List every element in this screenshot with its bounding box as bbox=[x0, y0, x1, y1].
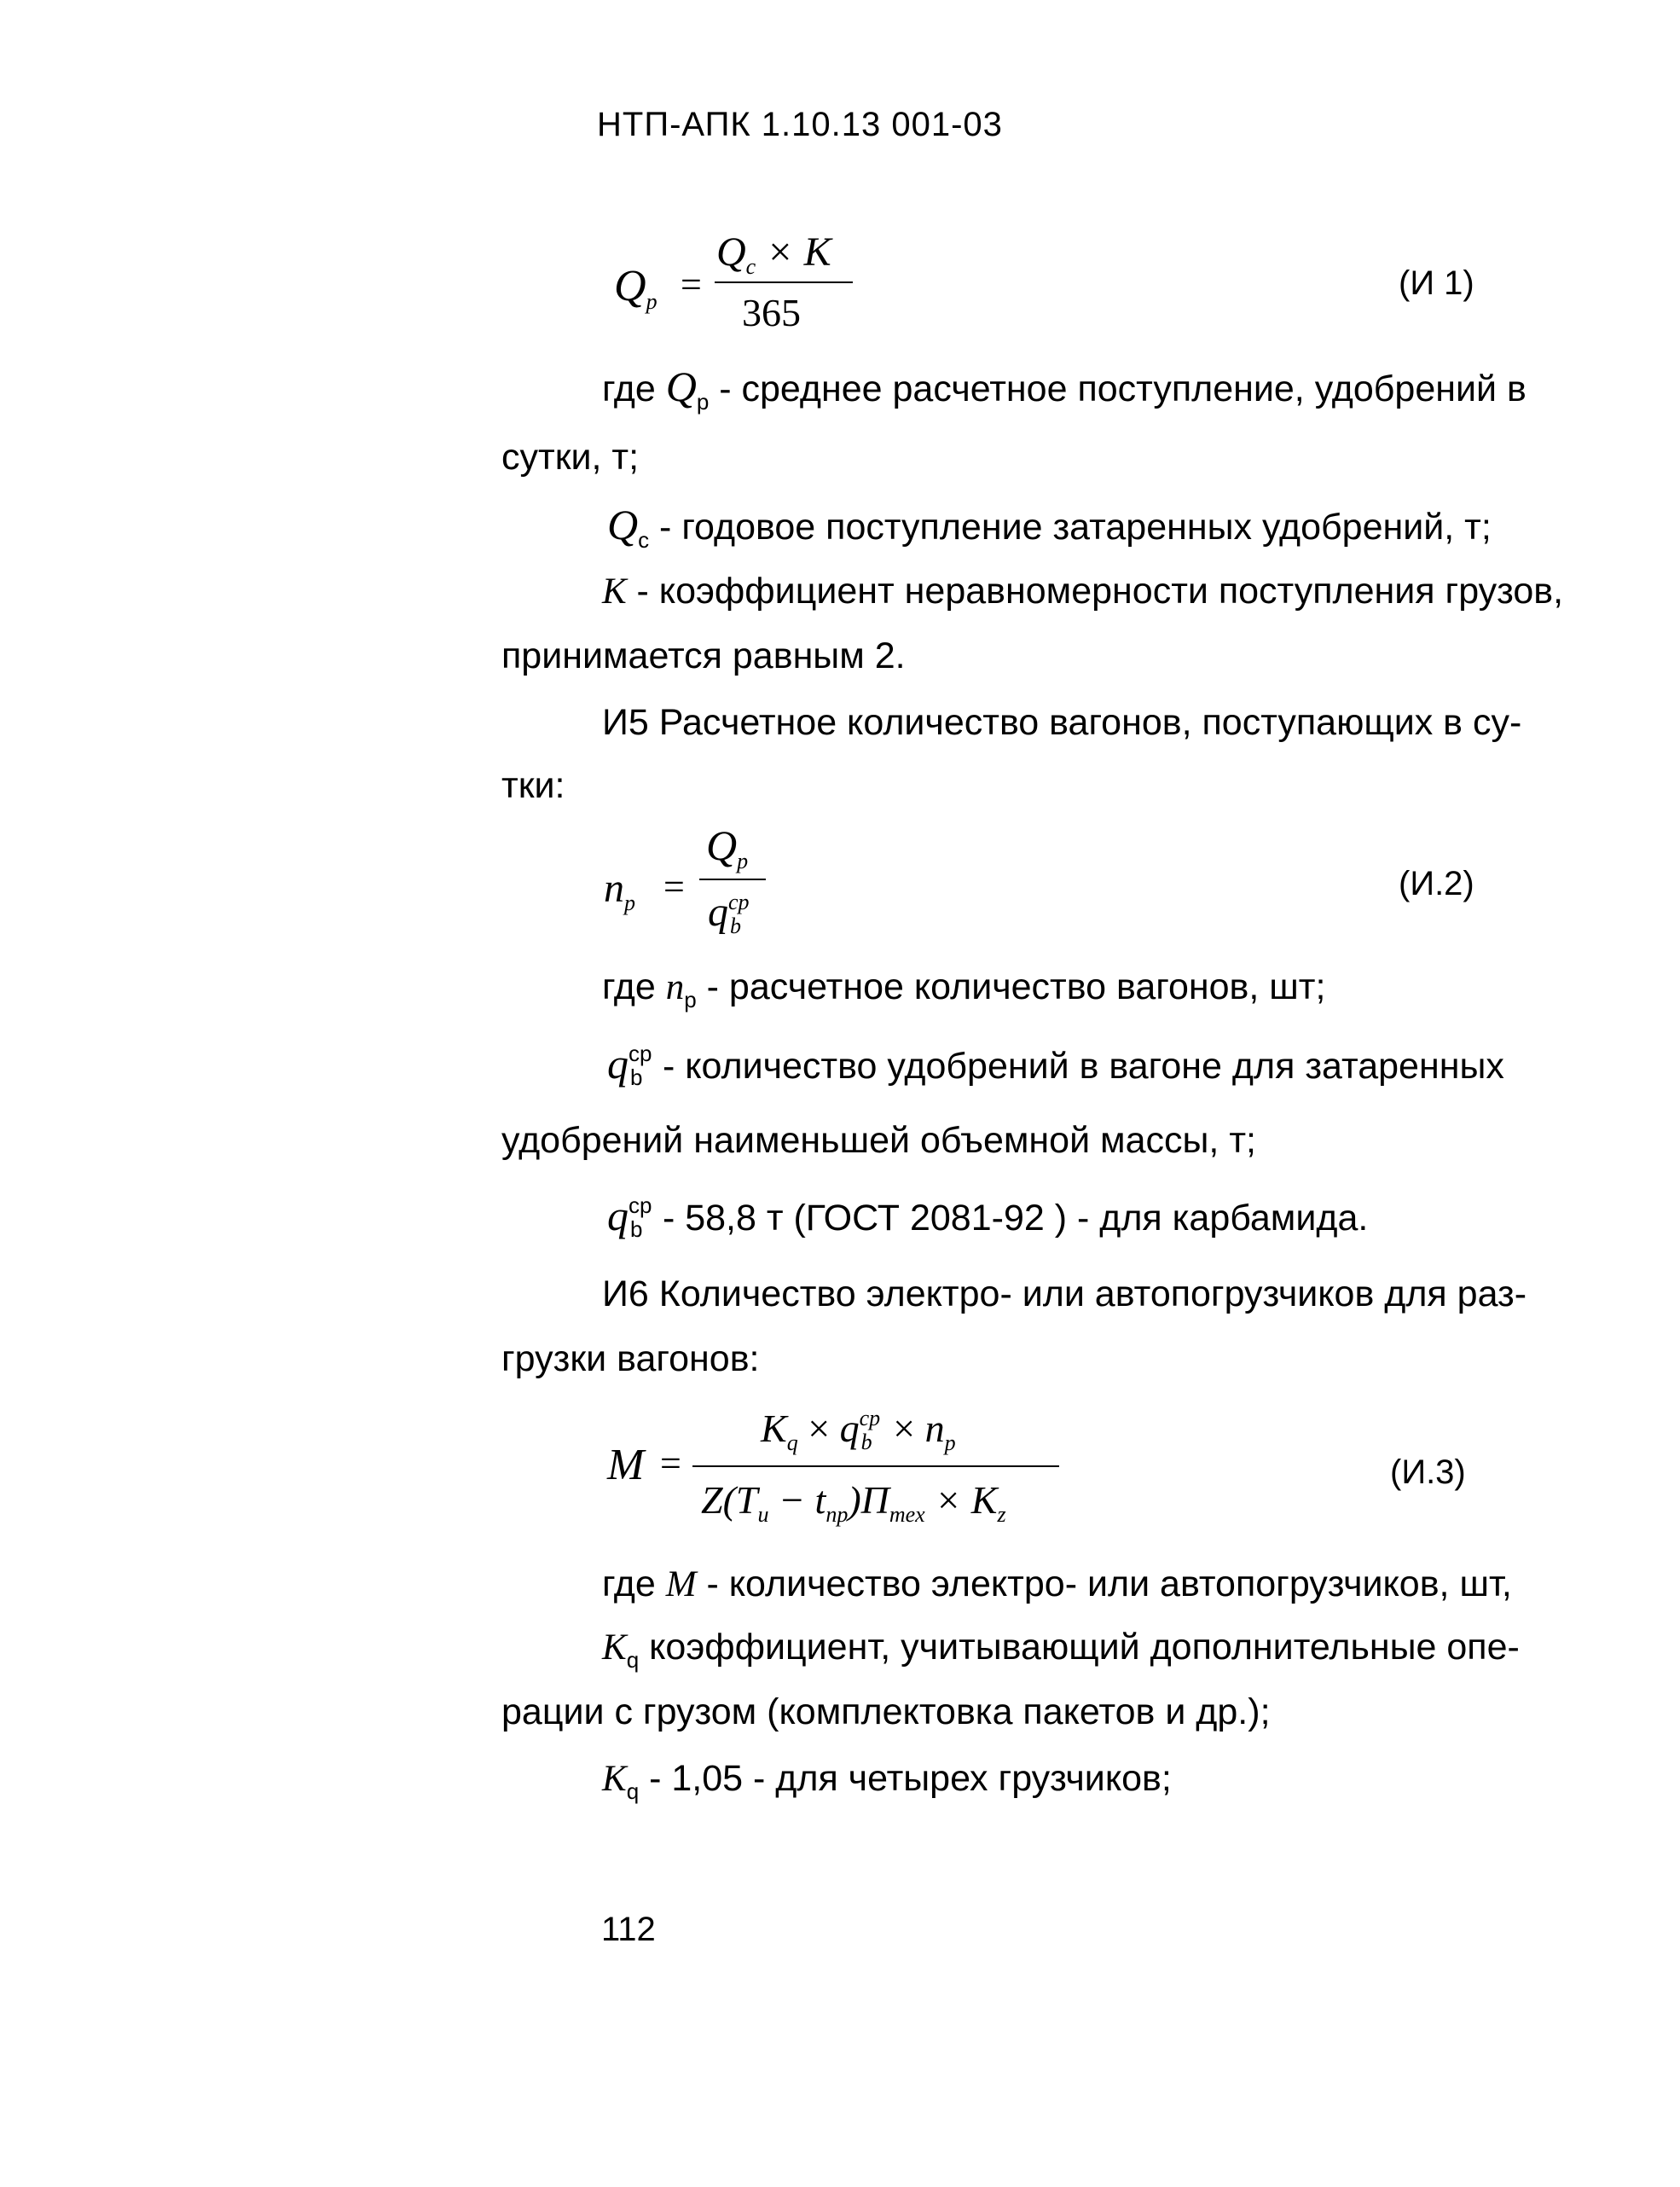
line-kq-value: $K_q - 1,05$ - для четырех грузчиков; bbox=[602, 1758, 1172, 1804]
page-number: 112 bbox=[601, 1911, 656, 1948]
formula-i3-fraction-bar bbox=[692, 1465, 1059, 1467]
line-accepted-equal-2: принимается равным 2. bbox=[501, 635, 906, 676]
line-min-volume-mass: удобрений наименьшей объемной массы, т; bbox=[501, 1120, 1256, 1161]
line-np-definition: где $n_p$ - расчетное количество вагонов, шт; bbox=[602, 966, 1326, 1012]
formula-i2 bbox=[604, 821, 791, 940]
formula-i1-fraction-bar bbox=[715, 281, 853, 283]
line-k-definition: К - коэффициент неравномерности поступления грузов, bbox=[602, 571, 1564, 612]
formula-i1 bbox=[614, 229, 870, 339]
document-code-header: НТП-АПК 1.10.13 001-03 bbox=[597, 106, 1003, 143]
formula-i3-number: (И.3) bbox=[1390, 1453, 1466, 1491]
formula-i2-lhs: $n_p$ bbox=[604, 866, 635, 915]
line-qb-definition: q cp b - количество удобрений в вагоне для затаренных bbox=[607, 1040, 1504, 1090]
formula-i1-denominator: 365 bbox=[742, 291, 801, 334]
formula-i3-numerator: $K_q \times q$ cp b × $n_p$ bbox=[761, 1406, 956, 1455]
formula-i2-denominator: q cp b bbox=[708, 889, 750, 938]
line-cargo-operations: рации с грузом (комплектовка пакетов и др.); bbox=[501, 1691, 1271, 1732]
formula-i1-number: (И 1) bbox=[1399, 264, 1474, 302]
formula-i1-lhs: $Q_p$ bbox=[614, 262, 658, 314]
line-unloading-wagons: грузки вагонов: bbox=[501, 1338, 760, 1379]
line-kq-definition: $K_q$ коэффициент, учитывающий дополнительные опе- bbox=[602, 1627, 1520, 1673]
formula-i2-number: (И.2) bbox=[1399, 865, 1474, 902]
line-qb-value: q cp b - 58,8 т (ГОСТ 2081-92 ) - для карбамида. bbox=[607, 1192, 1369, 1242]
equals-sign: = bbox=[681, 264, 702, 305]
formula-i2-numerator: $Q_p$ bbox=[706, 821, 749, 873]
line-i5-heading: И5 Расчетное количество вагонов, поступающих в су- bbox=[602, 702, 1522, 743]
line-sutki: сутки, т; bbox=[501, 437, 640, 478]
line-qp-definition: где $Q_p$ - среднее расчетное поступление, удобрений в bbox=[602, 363, 1526, 415]
formula-i3-denominator: $Z(T_u - t_{np})П_{mex} \times K_z$ bbox=[701, 1478, 1006, 1527]
formula-i3-lhs: M bbox=[607, 1441, 645, 1489]
line-tki: тки: bbox=[501, 765, 565, 806]
equals-sign: = bbox=[660, 1442, 681, 1484]
line-i6-heading: И6 Количество электро- или автопогрузчиков для раз- bbox=[602, 1273, 1527, 1314]
formula-i1-numerator: $Q_c \times K$ bbox=[716, 229, 831, 279]
formula-i2-fraction-bar bbox=[699, 879, 766, 880]
formula-i3 bbox=[607, 1404, 1068, 1532]
line-m-definition: где М - количество электро- или автопогрузчиков, шт, bbox=[602, 1563, 1512, 1604]
equals-sign: = bbox=[663, 866, 685, 908]
line-qc-definition: $Q_c$ - годовое поступление затаренных удобрений, т; bbox=[607, 501, 1492, 553]
